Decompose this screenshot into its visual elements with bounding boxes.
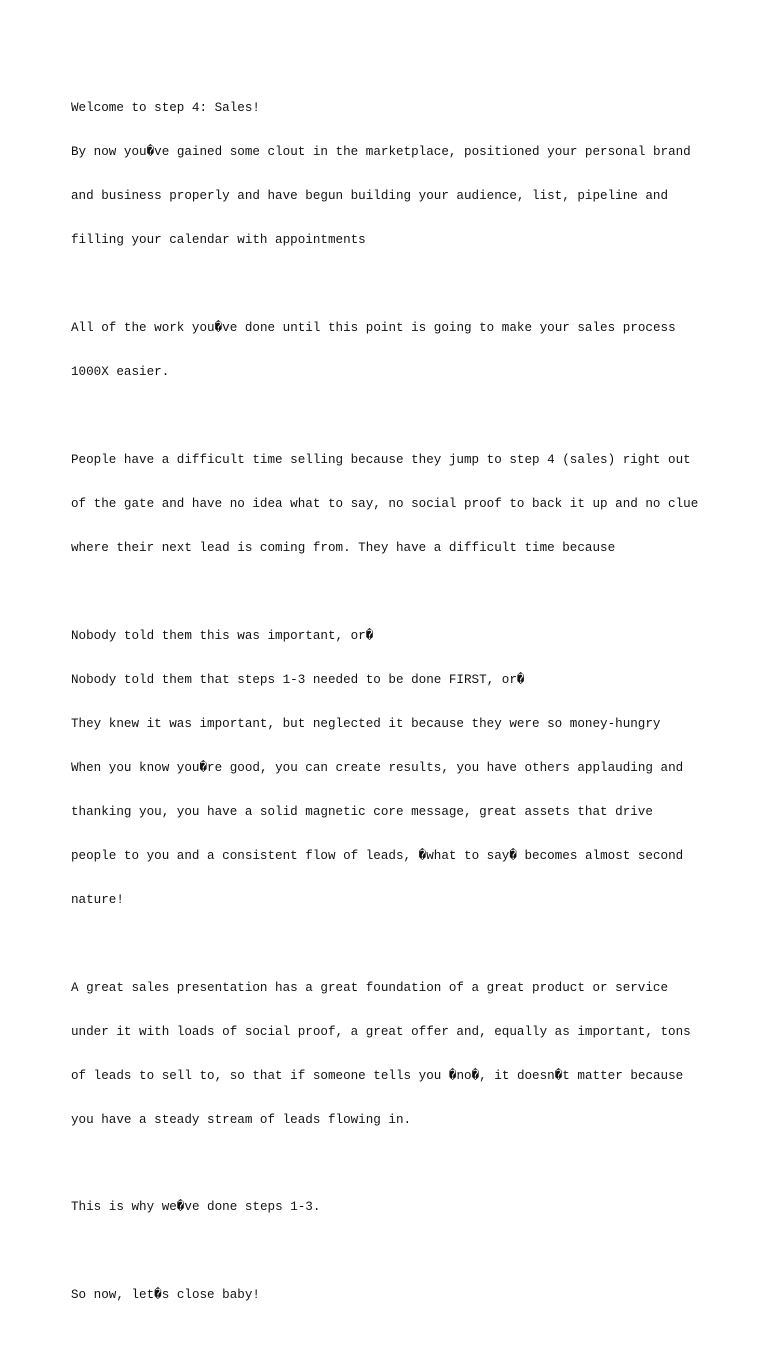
- text-line: By now you�ve gained some clout in the marketplace, positioned your personal brand: [71, 145, 691, 160]
- text-line: All of the work you�ve done until this point is going to make your sales process: [71, 321, 676, 336]
- text-line: people to you and a consistent flow of leads, �what to say� becomes almost second: [71, 848, 684, 863]
- text-line: Welcome to step 4: Sales!: [71, 101, 260, 116]
- text-line: and business properly and have begun building your audience, list, pipeline and: [71, 189, 669, 204]
- text-line: of the gate and have no idea what to say, no social proof to back it up and no clue: [71, 497, 699, 511]
- paragraph-difficulty: [71, 424, 761, 585]
- document-page: [71, 72, 761, 1347]
- text-line: filling your calendar with appointments: [71, 233, 366, 248]
- paragraph-work: [71, 292, 761, 409]
- text-line: you have a steady stream of leads flowing in.: [71, 1112, 412, 1127]
- paragraph-why: [71, 1171, 761, 1244]
- text-line: So now, let�s close baby!: [71, 1288, 260, 1303]
- text-line: Nobody told them that steps 1-3 needed to be done FIRST, or�: [71, 672, 525, 687]
- text-line: People have a difficult time selling because they jump to step 4 (sales) right out: [71, 453, 691, 468]
- text-line: When you know you�re good, you can create results, you have others applauding and: [71, 760, 684, 775]
- text-line: They knew it was important, but neglected it because they were so money-hungry: [71, 716, 661, 731]
- text-line: 1000X easier.: [71, 365, 170, 380]
- paragraph-reasons: [71, 600, 761, 937]
- paragraph-intro: [71, 72, 761, 277]
- text-line: where their next lead is coming from. They have a difficult time because: [71, 540, 616, 555]
- text-line: nature!: [71, 892, 124, 907]
- paragraph-close: [71, 1259, 761, 1332]
- paragraph-presentation: [71, 951, 761, 1156]
- text-line: thanking you, you have a solid magnetic core message, great assets that drive: [71, 804, 653, 819]
- text-line: A great sales presentation has a great foundation of a great product or service: [71, 980, 669, 995]
- text-line: This is why we�ve done steps 1-3.: [71, 1200, 321, 1215]
- text-line: of leads to sell to, so that if someone tells you �no�, it doesn�t matter because: [71, 1068, 684, 1083]
- text-line: under it with loads of social proof, a great offer and, equally as important, tons: [71, 1024, 691, 1039]
- text-line: Nobody told them this was important, or�: [71, 628, 374, 643]
